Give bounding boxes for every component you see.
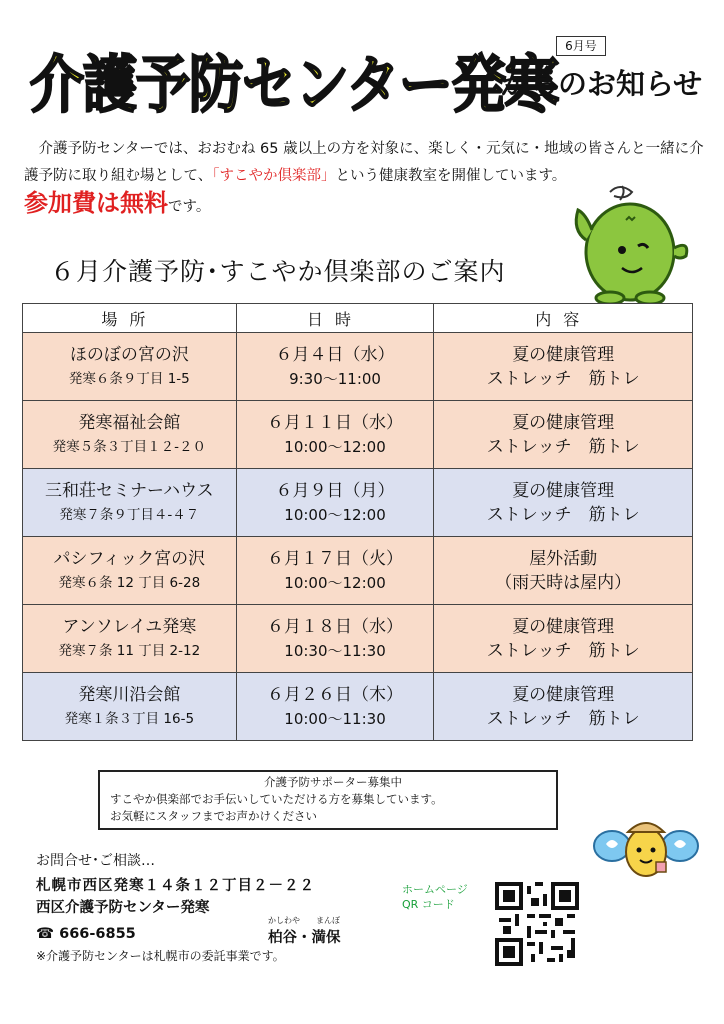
venue-name: アンソレイユ発寒 (62, 616, 197, 637)
venue-cell (23, 605, 237, 673)
section-title: ６月介護予防･すこやか倶楽部のご案内 (50, 257, 506, 286)
column-header-venue: 場所 (23, 304, 237, 333)
session-topic: 夏の健康管理 (512, 684, 615, 705)
session-activity: ストレッチ 筋トレ (486, 640, 640, 661)
session-topic: 夏の健康管理 (512, 616, 615, 637)
table-row (23, 469, 693, 537)
footer-note: ※介護予防センターは札幌市の委託事業です。 (36, 949, 285, 963)
notice-line-2: お気軽にスタッフまでお声かけください (110, 809, 317, 823)
venue-address: 発寒６条９丁目 1-5 (68, 370, 190, 387)
datetime-cell (236, 469, 434, 537)
session-date: ６月２６日（木） (267, 684, 404, 705)
table-header-row (23, 304, 693, 333)
issue-badge: 6月号 (556, 36, 606, 56)
free-fee-text: 参加費は無料 (24, 189, 168, 217)
content-cell (434, 537, 693, 605)
datetime-cell (236, 401, 434, 469)
venue-address: 発寒５条３丁目１２-２０ (52, 438, 207, 455)
column-header-datetime: 日時 (236, 304, 434, 333)
volunteer-notice (98, 770, 558, 830)
venue-name: ほのぼの宮の沢 (69, 344, 189, 365)
intro-text-3: です。 (168, 199, 211, 215)
session-topic: 夏の健康管理 (512, 344, 615, 365)
contact-phone: ☎ 666-6855 (36, 926, 136, 942)
session-activity: ストレッチ 筋トレ (486, 368, 640, 389)
mascot-illustration (570, 180, 690, 310)
table-row (23, 401, 693, 469)
column-header-content: 内容 (434, 304, 693, 333)
venue-address: 発寒６条 12 丁目 6-28 (58, 574, 201, 591)
session-activity: ストレッチ 筋トレ (486, 436, 640, 457)
contact-address: 札幌市西区発寒１４条１２丁目２－２２ (36, 878, 315, 894)
content-cell (434, 333, 693, 401)
page-title: 介護予防センター発寒 (30, 48, 558, 122)
schedule-table (22, 303, 693, 741)
session-time: 10:00～12:00 (284, 505, 386, 524)
venue-address: 発寒７条９丁目４-４７ (59, 506, 200, 523)
datetime-cell (236, 537, 434, 605)
qr-code[interactable] (495, 882, 579, 966)
contact-label: お問合せ･ご相談… (36, 853, 155, 869)
venue-cell (23, 469, 237, 537)
session-time: 10:30～11:30 (284, 641, 386, 660)
session-time: 10:00～11:30 (284, 709, 386, 728)
staff-names: 柏谷・満保 (268, 930, 341, 946)
venue-name: パシフィック宮の沢 (53, 548, 206, 569)
session-date: ６月１７日（火） (267, 548, 404, 569)
contact-organization: 西区介護予防センター発寒 (36, 900, 210, 916)
staff-names-reading: かしわや まんぼ (268, 916, 340, 925)
session-date: ６月９日（月） (275, 480, 395, 501)
content-cell (434, 605, 693, 673)
session-time: 10:00～12:00 (284, 437, 386, 456)
datetime-cell (236, 605, 434, 673)
notice-line-1: すこやか倶楽部でお手伝いしていただける方を募集しています。 (110, 792, 443, 806)
qr-label-line-2: QR コード (402, 898, 455, 911)
content-cell (434, 469, 693, 537)
table-row (23, 333, 693, 401)
qr-label-line-1: ホームページ (402, 883, 468, 896)
datetime-cell (236, 673, 434, 741)
notice-title: 介護予防サポーター募集中 (264, 775, 402, 789)
session-activity: （雨天時は屋内） (495, 572, 632, 593)
session-topic: 屋外活動 (529, 548, 598, 569)
venue-cell (23, 673, 237, 741)
datetime-cell (236, 333, 434, 401)
session-topic: 夏の健康管理 (512, 412, 615, 433)
session-date: ６月１１日（水） (267, 412, 404, 433)
intro-text-2: という健康教室を開催しています。 (335, 168, 567, 184)
session-activity: ストレッチ 筋トレ (486, 504, 640, 525)
qr-label (402, 882, 468, 912)
venue-name: 発寒福祉会館 (78, 412, 181, 433)
table-row (23, 537, 693, 605)
session-time: 9:30～11:00 (289, 369, 381, 388)
page-title-suffix: からのお知らせ (500, 67, 703, 101)
bee-illustration (592, 812, 700, 884)
session-activity: ストレッチ 筋トレ (486, 708, 640, 729)
club-name: 「すこやか倶楽部」 (212, 168, 336, 184)
venue-name: 発寒川沿会館 (78, 684, 181, 705)
session-date: ６月１８日（水） (267, 616, 404, 637)
venue-address: 発寒７条 11 丁目 2-12 (58, 642, 201, 659)
venue-cell (23, 333, 237, 401)
table-row (23, 673, 693, 741)
session-topic: 夏の健康管理 (512, 480, 615, 501)
table-row (23, 605, 693, 673)
venue-cell (23, 401, 237, 469)
intro-text-1: 介護予防センターでは、おおむね 65 歳以上の方を対象に、楽しく・元気に・地域の皆さんと一緒に介護予防に取り組む場として、 (24, 141, 704, 184)
venue-name: 三和荘セミナーハウス (45, 480, 214, 501)
content-cell (434, 401, 693, 469)
venue-cell (23, 537, 237, 605)
session-time: 10:00～12:00 (284, 573, 386, 592)
venue-address: 発寒１条３丁目 16-5 (64, 710, 195, 727)
content-cell (434, 673, 693, 741)
session-date: ６月４日（水） (275, 344, 395, 365)
